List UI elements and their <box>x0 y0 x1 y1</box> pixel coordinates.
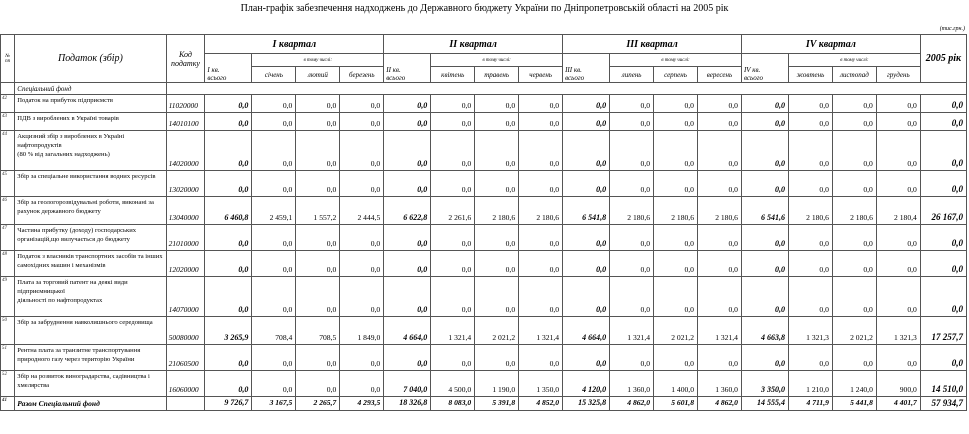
value-cell: 0,0 <box>431 131 475 171</box>
value-cell: 0,0 <box>205 113 252 131</box>
value-cell: 0,0 <box>475 251 519 277</box>
value-cell: 0,0 <box>832 131 876 171</box>
header-month: квітень <box>431 67 475 83</box>
value-cell: 0,0 <box>205 225 252 251</box>
value-cell: 0,0 <box>296 345 340 371</box>
tax-name: Рентна плата за транзитне транспортування природного газу через територію України <box>15 345 166 371</box>
year-total-cell: 0,0 <box>920 95 966 113</box>
row-number: 52 <box>1 371 15 397</box>
value-cell: 0,0 <box>610 277 654 317</box>
value-cell: 0,0 <box>610 171 654 197</box>
value-cell: 0,0 <box>610 113 654 131</box>
year-total-cell: 0,0 <box>920 345 966 371</box>
table-row <box>1 345 967 371</box>
value-cell: 1 350,0 <box>519 371 563 397</box>
value-cell: 0,0 <box>610 131 654 171</box>
value-cell: 0,0 <box>519 131 563 171</box>
header-q3-label: III кв. всього <box>563 54 610 83</box>
value-cell: 4 862,0 <box>610 397 654 411</box>
value-cell: 0,0 <box>697 251 741 277</box>
value-cell: 0,0 <box>384 113 431 131</box>
value-cell: 0,0 <box>697 225 741 251</box>
value-cell: 708,5 <box>296 317 340 345</box>
value-cell: 0,0 <box>654 131 698 171</box>
tax-name: Збір за геологорозвідувальні роботи, виконані за рахунок державного бюджету <box>15 197 166 225</box>
value-cell: 0,0 <box>832 345 876 371</box>
value-cell: 0,0 <box>654 251 698 277</box>
value-cell: 6 541,6 <box>741 197 788 225</box>
value-cell: 0,0 <box>431 225 475 251</box>
value-cell: 0,0 <box>384 251 431 277</box>
header-month: серпень <box>654 67 698 83</box>
page-title: План-графік забезпечення надходжень до Державного бюджету України по Дніпропетровській області на 2005 рік <box>240 3 729 14</box>
value-cell: 0,0 <box>832 251 876 277</box>
value-cell: 0,0 <box>563 131 610 171</box>
value-cell: 2 265,7 <box>296 397 340 411</box>
value-cell: 0,0 <box>475 277 519 317</box>
value-cell: 708,4 <box>252 317 296 345</box>
row-number: 45 <box>1 171 15 197</box>
value-cell: 0,0 <box>697 171 741 197</box>
header-q4: IV квартал <box>741 35 920 54</box>
tax-name: ПДВ з вироблених в Україні товарів <box>15 113 166 131</box>
section-num <box>1 83 15 95</box>
value-cell: 0,0 <box>340 251 384 277</box>
value-cell: 2 021,2 <box>832 317 876 345</box>
year-total-cell: 0,0 <box>920 277 966 317</box>
total-row <box>1 397 967 411</box>
value-cell: 0,0 <box>654 113 698 131</box>
tax-name: Акцизний збір з вироблених в Україні нафтопродуктів (80 % від загальних надходжень) <box>15 131 166 171</box>
year-total-cell: 26 167,0 <box>920 197 966 225</box>
header-num: № пп <box>1 35 15 83</box>
row-number: 42 <box>1 95 15 113</box>
value-cell: 1 557,2 <box>296 197 340 225</box>
value-cell: 0,0 <box>475 95 519 113</box>
value-cell: 4 401,7 <box>876 397 920 411</box>
year-total-cell: 57 934,7 <box>920 397 966 411</box>
value-cell: 18 326,8 <box>384 397 431 411</box>
table-row <box>1 113 967 131</box>
value-cell: 4 862,0 <box>697 397 741 411</box>
tax-code: 13040000 <box>166 197 205 225</box>
value-cell: 4 120,0 <box>563 371 610 397</box>
value-cell: 0,0 <box>741 171 788 197</box>
value-cell: 0,0 <box>832 225 876 251</box>
table-row <box>1 277 967 317</box>
value-cell: 0,0 <box>296 225 340 251</box>
value-cell: 0,0 <box>205 345 252 371</box>
value-cell: 0,0 <box>741 277 788 317</box>
table-row <box>1 225 967 251</box>
value-cell: 0,0 <box>788 113 832 131</box>
value-cell: 1 210,0 <box>788 371 832 397</box>
value-cell: 0,0 <box>340 131 384 171</box>
value-cell: 0,0 <box>876 225 920 251</box>
header-month: вересень <box>697 67 741 83</box>
value-cell: 0,0 <box>654 345 698 371</box>
section-fill <box>166 83 966 95</box>
value-cell: 0,0 <box>475 131 519 171</box>
value-cell: 0,0 <box>296 371 340 397</box>
value-cell: 0,0 <box>519 345 563 371</box>
value-cell: 0,0 <box>741 251 788 277</box>
value-cell: 0,0 <box>610 225 654 251</box>
tax-code: 14020000 <box>166 131 205 171</box>
value-cell: 4 852,0 <box>519 397 563 411</box>
value-cell: 0,0 <box>741 95 788 113</box>
value-cell: 0,0 <box>252 251 296 277</box>
value-cell: 0,0 <box>519 95 563 113</box>
value-cell: 0,0 <box>205 277 252 317</box>
value-cell: 1 321,4 <box>697 317 741 345</box>
header-month: липень <box>610 67 654 83</box>
table-row <box>1 371 967 397</box>
row-number: 41 <box>1 397 15 411</box>
section-label: Спеціальний фонд <box>15 83 166 95</box>
value-cell: 0,0 <box>563 95 610 113</box>
value-cell: 0,0 <box>788 95 832 113</box>
value-cell: 0,0 <box>697 113 741 131</box>
value-cell: 0,0 <box>563 113 610 131</box>
value-cell: 2 180,6 <box>475 197 519 225</box>
value-cell: 0,0 <box>876 277 920 317</box>
value-cell: 2 261,6 <box>431 197 475 225</box>
value-cell: 4 663,8 <box>741 317 788 345</box>
value-cell: 0,0 <box>876 131 920 171</box>
tax-name: Плата за торговий патент на деякі види підприємницької діяльності по нафтопродуктах <box>15 277 166 317</box>
value-cell: 1 321,3 <box>788 317 832 345</box>
value-cell: 0,0 <box>431 113 475 131</box>
value-cell: 0,0 <box>788 171 832 197</box>
value-cell: 0,0 <box>610 95 654 113</box>
value-cell: 5 601,8 <box>654 397 698 411</box>
value-cell: 2 180,4 <box>876 197 920 225</box>
tax-code: 21060500 <box>166 345 205 371</box>
units-label: (тис.грн.) <box>939 26 965 32</box>
row-number: 47 <box>1 225 15 251</box>
value-cell: 0,0 <box>788 225 832 251</box>
value-cell: 6 541,8 <box>563 197 610 225</box>
value-cell: 4 711,9 <box>788 397 832 411</box>
value-cell: 1 360,0 <box>610 371 654 397</box>
value-cell: 5 441,8 <box>832 397 876 411</box>
header-q1-label: I кв. всього <box>205 54 252 83</box>
value-cell: 0,0 <box>340 171 384 197</box>
value-cell: 0,0 <box>296 277 340 317</box>
value-cell: 0,0 <box>610 345 654 371</box>
header-incl: в тому числі: <box>610 54 742 67</box>
tax-code: 13020000 <box>166 171 205 197</box>
value-cell: 0,0 <box>832 171 876 197</box>
value-cell: 4 500,0 <box>431 371 475 397</box>
value-cell: 0,0 <box>384 225 431 251</box>
value-cell: 0,0 <box>296 131 340 171</box>
value-cell: 8 083,0 <box>431 397 475 411</box>
value-cell: 0,0 <box>252 371 296 397</box>
value-cell: 0,0 <box>519 251 563 277</box>
table-row <box>1 251 967 277</box>
value-cell: 0,0 <box>563 171 610 197</box>
value-cell: 0,0 <box>697 95 741 113</box>
row-number: 49 <box>1 277 15 317</box>
year-total-cell: 0,0 <box>920 251 966 277</box>
value-cell: 0,0 <box>741 113 788 131</box>
header-month: грудень <box>876 67 920 83</box>
value-cell: 0,0 <box>340 225 384 251</box>
value-cell: 2 459,1 <box>252 197 296 225</box>
value-cell: 0,0 <box>340 277 384 317</box>
value-cell: 0,0 <box>384 131 431 171</box>
value-cell: 0,0 <box>876 95 920 113</box>
value-cell: 2 180,6 <box>832 197 876 225</box>
year-total-cell: 0,0 <box>920 113 966 131</box>
value-cell: 1 321,4 <box>610 317 654 345</box>
value-cell: 0,0 <box>654 95 698 113</box>
value-cell: 0,0 <box>563 225 610 251</box>
value-cell: 0,0 <box>384 171 431 197</box>
value-cell: 0,0 <box>788 131 832 171</box>
value-cell: 0,0 <box>832 277 876 317</box>
value-cell: 2 180,6 <box>697 197 741 225</box>
value-cell: 2 180,6 <box>654 197 698 225</box>
value-cell: 0,0 <box>876 171 920 197</box>
tax-name: Податок з власників транспортних засобів та інших самохідних машин і механізмів <box>15 251 166 277</box>
tax-name: Збір на розвиток виноградарства, садівництва і хмелярства <box>15 371 166 397</box>
tax-name: Збір за забруднення навколишнього середовища <box>15 317 166 345</box>
row-number: 43 <box>1 113 15 131</box>
value-cell: 0,0 <box>788 251 832 277</box>
value-cell: 1 321,4 <box>431 317 475 345</box>
value-cell: 0,0 <box>475 171 519 197</box>
value-cell: 0,0 <box>475 113 519 131</box>
row-number: 48 <box>1 251 15 277</box>
value-cell: 0,0 <box>697 345 741 371</box>
value-cell: 9 726,7 <box>205 397 252 411</box>
value-cell: 0,0 <box>741 225 788 251</box>
table-row <box>1 131 967 171</box>
value-cell: 15 325,8 <box>563 397 610 411</box>
header-month: червень <box>519 67 563 83</box>
value-cell: 3 265,9 <box>205 317 252 345</box>
value-cell: 0,0 <box>519 113 563 131</box>
value-cell: 0,0 <box>475 225 519 251</box>
tax-code: 14010100 <box>166 113 205 131</box>
value-cell: 0,0 <box>876 113 920 131</box>
value-cell: 0,0 <box>697 131 741 171</box>
value-cell: 0,0 <box>205 95 252 113</box>
value-cell: 1 400,0 <box>654 371 698 397</box>
year-total-cell: 0,0 <box>920 131 966 171</box>
value-cell: 0,0 <box>252 345 296 371</box>
value-cell: 14 555,4 <box>741 397 788 411</box>
value-cell: 0,0 <box>654 277 698 317</box>
header-q2: II квартал <box>384 35 563 54</box>
value-cell: 6 622,8 <box>384 197 431 225</box>
value-cell: 4 664,0 <box>384 317 431 345</box>
value-cell: 0,0 <box>205 171 252 197</box>
value-cell: 0,0 <box>252 277 296 317</box>
value-cell: 0,0 <box>252 95 296 113</box>
value-cell: 0,0 <box>788 277 832 317</box>
value-cell: 2 444,5 <box>340 197 384 225</box>
value-cell: 0,0 <box>741 131 788 171</box>
value-cell: 0,0 <box>296 251 340 277</box>
row-number: 46 <box>1 197 15 225</box>
value-cell: 0,0 <box>252 171 296 197</box>
header-q1: I квартал <box>205 35 384 54</box>
row-number: 51 <box>1 345 15 371</box>
value-cell: 3 350,0 <box>741 371 788 397</box>
value-cell: 0,0 <box>296 113 340 131</box>
value-cell: 0,0 <box>832 95 876 113</box>
value-cell: 2 021,2 <box>475 317 519 345</box>
value-cell: 1 190,0 <box>475 371 519 397</box>
value-cell: 2 021,2 <box>654 317 698 345</box>
table-row <box>1 317 967 345</box>
header-code: Код податку <box>166 35 205 83</box>
tax-code: 50080000 <box>166 317 205 345</box>
value-cell: 0,0 <box>431 95 475 113</box>
value-cell: 0,0 <box>876 345 920 371</box>
value-cell: 0,0 <box>205 251 252 277</box>
header-month: жовтень <box>788 67 832 83</box>
year-total-cell: 0,0 <box>920 171 966 197</box>
value-cell: 0,0 <box>431 345 475 371</box>
value-cell: 5 391,8 <box>475 397 519 411</box>
header-tax: Податок (збір) <box>15 35 166 83</box>
value-cell: 0,0 <box>340 371 384 397</box>
value-cell: 0,0 <box>654 171 698 197</box>
value-cell: 0,0 <box>296 95 340 113</box>
value-cell: 6 460,8 <box>205 197 252 225</box>
tax-name: Податок на прибуток підприємств <box>15 95 166 113</box>
value-cell: 0,0 <box>563 251 610 277</box>
tax-code: 11020000 <box>166 95 205 113</box>
value-cell: 0,0 <box>741 345 788 371</box>
value-cell: 1 321,4 <box>519 317 563 345</box>
table-row <box>1 171 967 197</box>
value-cell: 0,0 <box>697 277 741 317</box>
value-cell: 0,0 <box>431 251 475 277</box>
value-cell: 900,0 <box>876 371 920 397</box>
header-month: січень <box>252 67 296 83</box>
year-total-cell: 0,0 <box>920 225 966 251</box>
header-month: березень <box>340 67 384 83</box>
tax-code <box>166 397 205 411</box>
value-cell: 0,0 <box>431 277 475 317</box>
value-cell: 1 849,0 <box>340 317 384 345</box>
tax-name: Разом Спеціальний фонд <box>15 397 166 411</box>
value-cell: 3 167,5 <box>252 397 296 411</box>
value-cell: 0,0 <box>832 113 876 131</box>
header-month: лютий <box>296 67 340 83</box>
value-cell: 0,0 <box>205 131 252 171</box>
value-cell: 0,0 <box>563 345 610 371</box>
tax-code: 21010000 <box>166 225 205 251</box>
header-month: травень <box>475 67 519 83</box>
value-cell: 0,0 <box>519 225 563 251</box>
header-incl: в тому числі: <box>788 54 920 67</box>
value-cell: 0,0 <box>475 345 519 371</box>
header-incl: в тому числі: <box>431 54 563 67</box>
value-cell: 1 321,3 <box>876 317 920 345</box>
header-q2-label: II кв. всього <box>384 54 431 83</box>
year-total-cell: 14 510,0 <box>920 371 966 397</box>
header-q3: III квартал <box>563 35 742 54</box>
value-cell: 0,0 <box>340 113 384 131</box>
budget-table <box>0 34 967 411</box>
tax-name: Частина прибутку (доходу) господарських організацій,що вилучається до бюджету <box>15 225 166 251</box>
value-cell: 1 240,0 <box>832 371 876 397</box>
table-row <box>1 197 967 225</box>
value-cell: 0,0 <box>252 113 296 131</box>
row-number: 44 <box>1 131 15 171</box>
header-year: 2005 рік <box>920 35 966 83</box>
table-row <box>1 95 967 113</box>
tax-code: 12020000 <box>166 251 205 277</box>
value-cell: 0,0 <box>563 277 610 317</box>
value-cell: 0,0 <box>384 277 431 317</box>
year-total-cell: 17 257,7 <box>920 317 966 345</box>
value-cell: 0,0 <box>340 95 384 113</box>
value-cell: 2 180,6 <box>610 197 654 225</box>
header-month: листопад <box>832 67 876 83</box>
value-cell: 0,0 <box>519 171 563 197</box>
value-cell: 1 360,0 <box>697 371 741 397</box>
value-cell: 0,0 <box>876 251 920 277</box>
header-incl: в тому числі: <box>252 54 384 67</box>
row-number: 50 <box>1 317 15 345</box>
value-cell: 0,0 <box>431 171 475 197</box>
value-cell: 0,0 <box>519 277 563 317</box>
value-cell: 0,0 <box>384 95 431 113</box>
value-cell: 0,0 <box>252 131 296 171</box>
header-q4-label: IV кв. всього <box>741 54 788 83</box>
value-cell: 4 293,5 <box>340 397 384 411</box>
value-cell: 0,0 <box>205 371 252 397</box>
value-cell: 4 664,0 <box>563 317 610 345</box>
value-cell: 0,0 <box>788 345 832 371</box>
value-cell: 0,0 <box>654 225 698 251</box>
value-cell: 2 180,6 <box>519 197 563 225</box>
value-cell: 7 040,0 <box>384 371 431 397</box>
value-cell: 0,0 <box>610 251 654 277</box>
value-cell: 0,0 <box>252 225 296 251</box>
value-cell: 0,0 <box>340 345 384 371</box>
value-cell: 0,0 <box>296 171 340 197</box>
tax-name: Збір за спеціальне використання водних ресурсів <box>15 171 166 197</box>
value-cell: 2 180,6 <box>788 197 832 225</box>
tax-code: 14070000 <box>166 277 205 317</box>
value-cell: 0,0 <box>384 345 431 371</box>
tax-code: 16060000 <box>166 371 205 397</box>
